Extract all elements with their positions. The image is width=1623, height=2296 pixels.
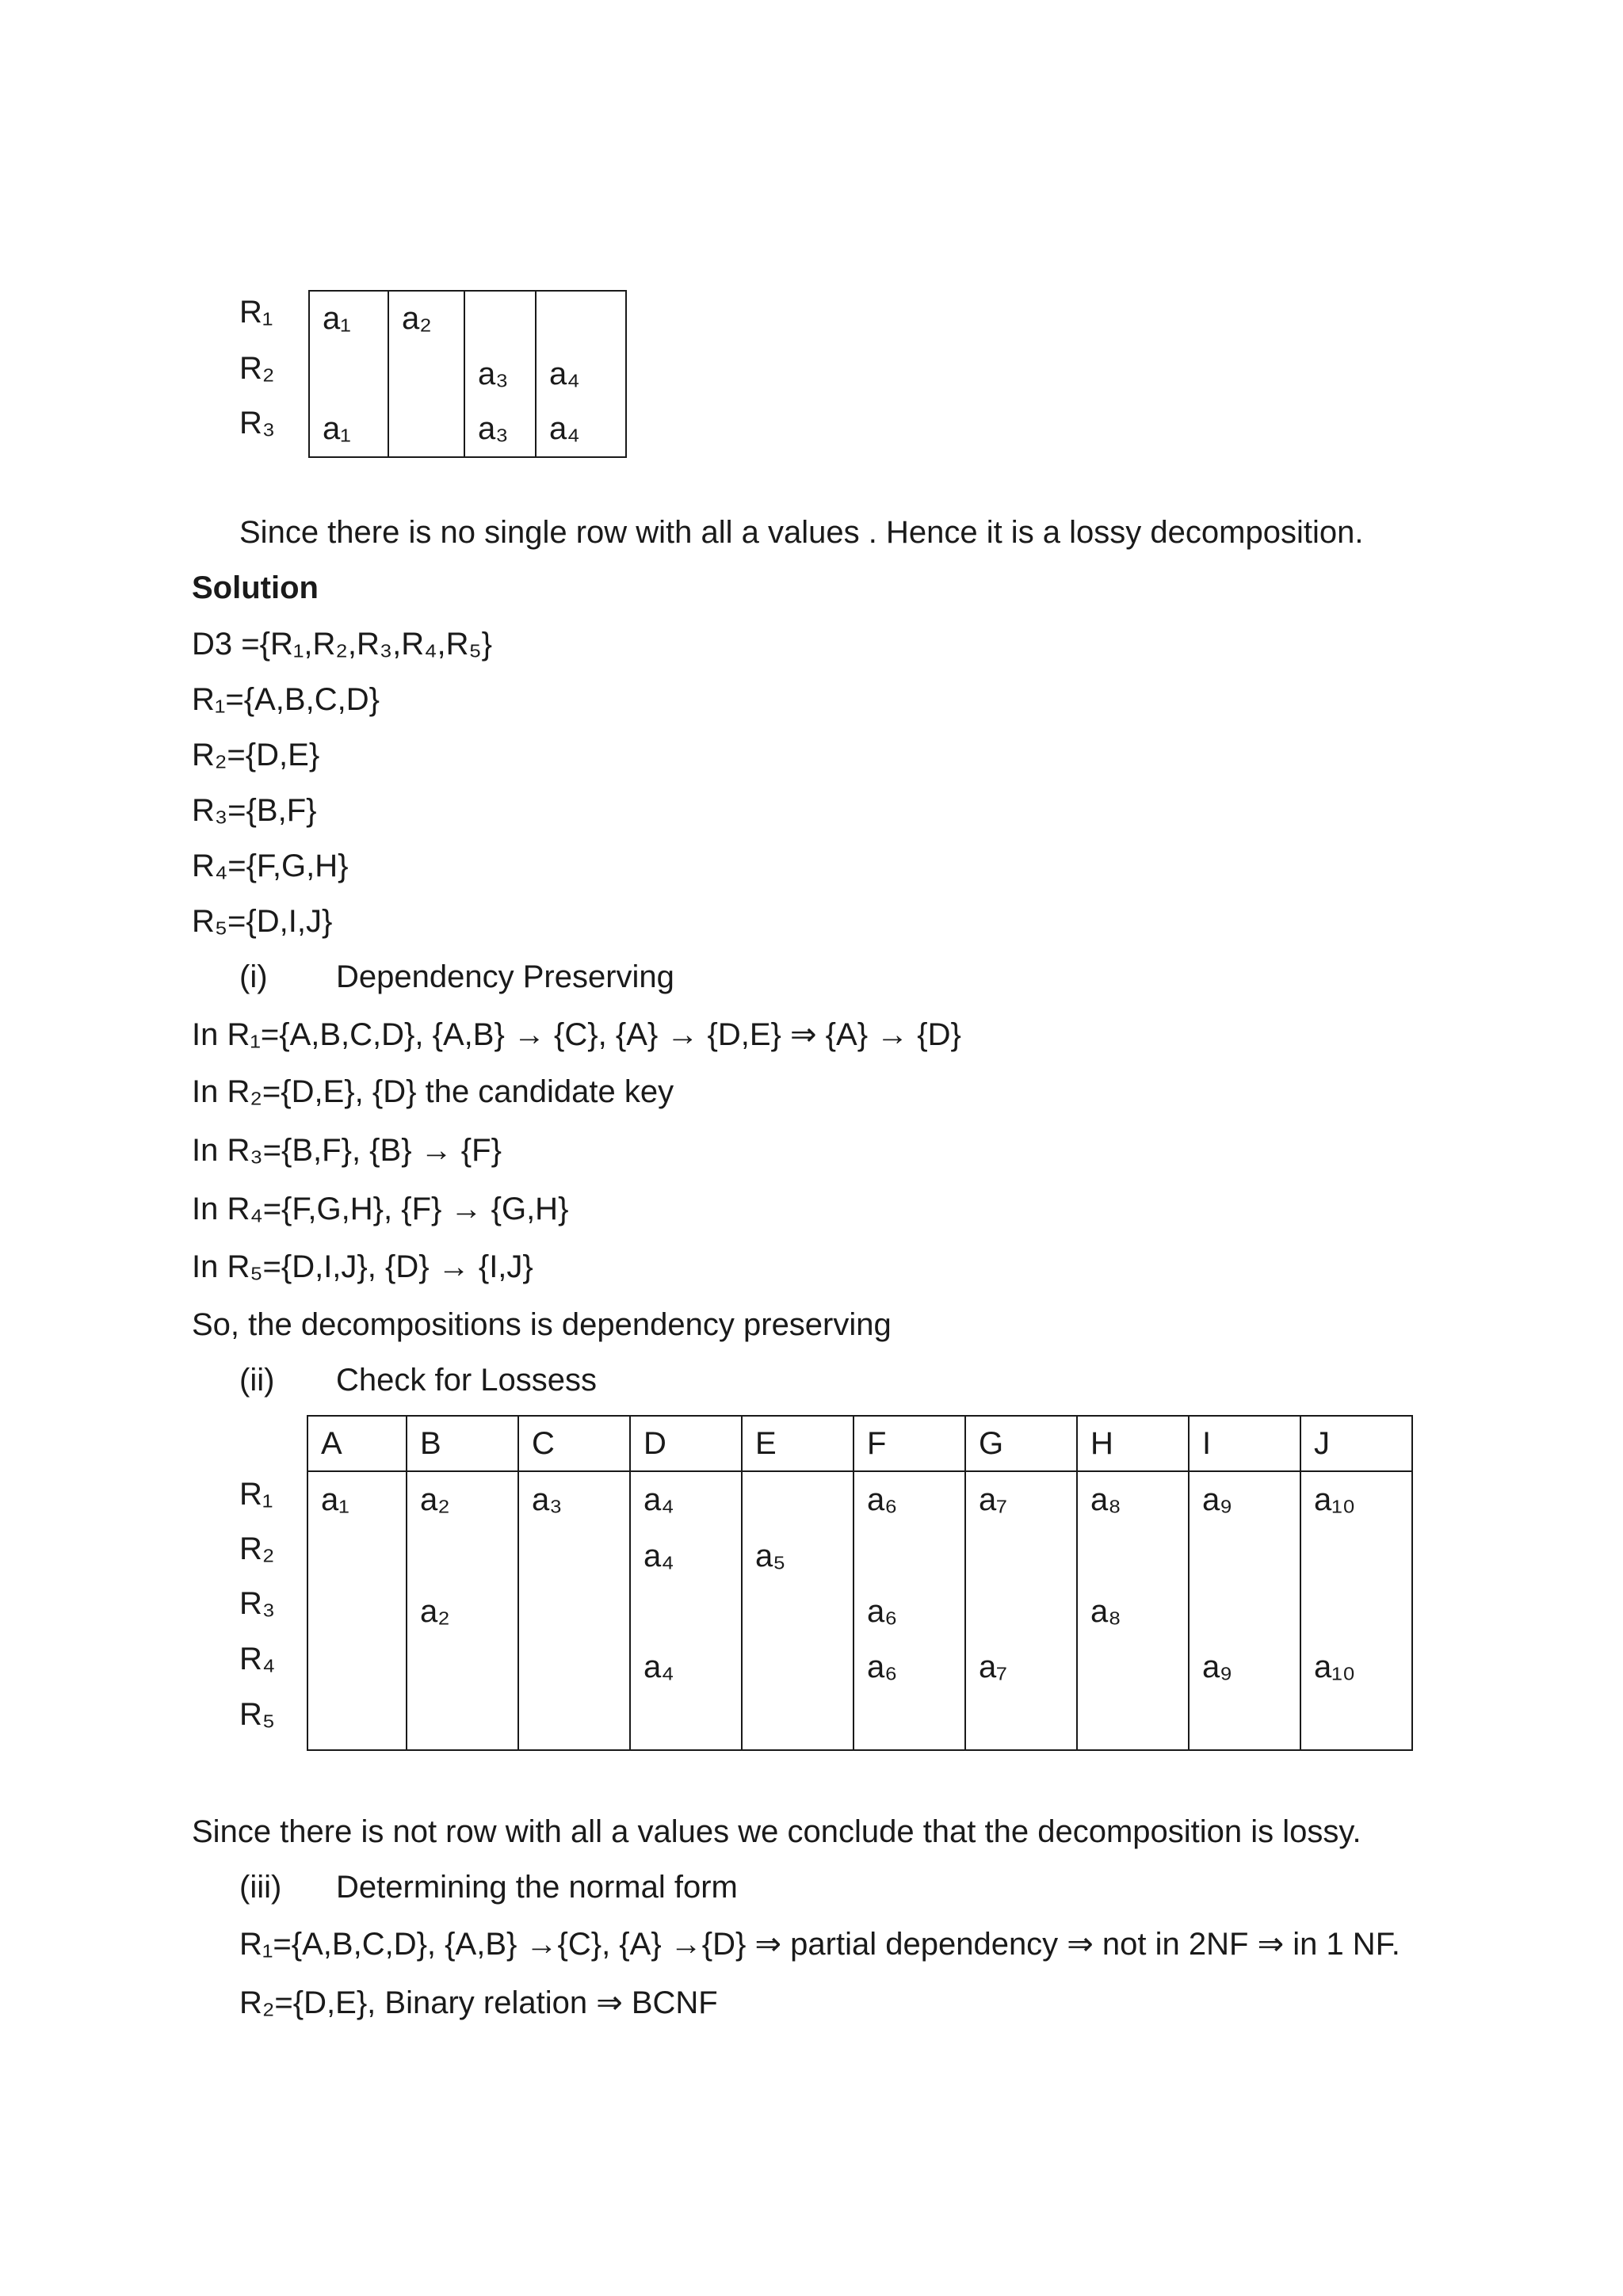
list-text-iii: Determining the normal form [336, 1870, 738, 1905]
line-r2: R₂={D,E} [192, 738, 320, 772]
table-cell: a₃ [464, 346, 536, 402]
line-in-r1: In R₁={A,B,C,D}, {A,B} → {C}, {A} → {D,E} ⇒ {A} → {D} [192, 1017, 961, 1052]
table-row [309, 291, 626, 346]
table-cell [388, 402, 464, 457]
table-cell: a₃ [518, 1471, 630, 1528]
list-text-i: Dependency Preserving [336, 959, 674, 994]
table-row [309, 402, 626, 457]
list-number-i: (i) [239, 959, 268, 994]
table2-row-label: R₃ [239, 1586, 276, 1621]
table-cell [965, 1584, 1077, 1639]
table-cell [742, 1695, 854, 1750]
table-cell [742, 1584, 854, 1639]
table2-row-label: R₁ [239, 1477, 273, 1512]
table-cell: a₄ [630, 1639, 742, 1695]
list-number-iii: (iii) [239, 1870, 282, 1905]
table-cell: a₂ [407, 1584, 518, 1639]
list-text-ii: Check for Lossess [336, 1363, 598, 1398]
table-cell: a₁₀ [1300, 1639, 1412, 1695]
table-cell: a₆ [854, 1639, 965, 1695]
line-nf-r1: R₁={A,B,C,D}, {A,B} →{C}, {A} →{D} ⇒ partial dependency ⇒ not in 2NF ⇒ in 1 NF. [239, 1927, 1400, 1962]
column-header: D [630, 1416, 742, 1471]
table-cell: a₆ [854, 1471, 965, 1528]
column-header: B [407, 1416, 518, 1471]
table-cell [1077, 1639, 1189, 1695]
table-cell [407, 1695, 518, 1750]
table-cell: a₄ [536, 402, 626, 457]
line-r5: R₅={D,I,J} [192, 904, 333, 939]
table-cell [407, 1639, 518, 1695]
line-in-r2: In R₂={D,E}, {D} the candidate key [192, 1074, 674, 1109]
line-r4: R₄={F,G,H} [192, 849, 349, 883]
table-cell [307, 1695, 407, 1750]
table-cell [1300, 1695, 1412, 1750]
table-cell [965, 1528, 1077, 1584]
line-r1: R₁={A,B,C,D} [192, 682, 380, 717]
table-cell [1189, 1528, 1300, 1584]
table2 [307, 1415, 1413, 1751]
table-cell [1077, 1695, 1189, 1750]
table-cell [309, 346, 388, 402]
table-cell: a₉ [1189, 1471, 1300, 1528]
table-cell [742, 1471, 854, 1528]
table-cell: a₁ [307, 1471, 407, 1528]
table1-row-label: R₁ [239, 295, 273, 330]
table-cell [965, 1695, 1077, 1750]
table-cell [388, 346, 464, 402]
table-cell: a₄ [630, 1471, 742, 1528]
table1-row-label: R₃ [239, 406, 276, 441]
table-cell: a₇ [965, 1639, 1077, 1695]
column-header: A [307, 1416, 407, 1471]
table-cell: a₈ [1077, 1584, 1189, 1639]
line-in-r4: In R₄={F,G,H}, {F} → {G,H} [192, 1192, 569, 1226]
column-header: J [1300, 1416, 1412, 1471]
table-cell [536, 291, 626, 346]
table2-row-label: R₅ [239, 1697, 275, 1732]
table-cell: a₆ [854, 1584, 965, 1639]
table-cell [307, 1584, 407, 1639]
table-cell: a₂ [388, 291, 464, 346]
table-row [307, 1528, 1412, 1584]
table2-row-label: R₂ [239, 1531, 275, 1566]
table-row [309, 346, 626, 402]
column-header: F [854, 1416, 965, 1471]
table-cell: a₉ [1189, 1639, 1300, 1695]
table-cell: a₂ [407, 1471, 518, 1528]
table-cell [1300, 1584, 1412, 1639]
column-header: H [1077, 1416, 1189, 1471]
heading-solution: Solution [192, 570, 319, 605]
table-row [307, 1639, 1412, 1695]
table-cell [307, 1528, 407, 1584]
column-header: E [742, 1416, 854, 1471]
line-in-r3: In R₃={B,F}, {B} → {F} [192, 1133, 502, 1168]
table-cell [518, 1639, 630, 1695]
paragraph-lossy-1: Since there is no single row with all a values . Hence it is a lossy decomposition. [239, 515, 1364, 550]
table-cell [1189, 1584, 1300, 1639]
paragraph-lossy-2: Since there is not row with all a values we conclude that the decomposition is lossy. [192, 1814, 1361, 1849]
table1 [308, 290, 627, 458]
table-cell: a₁₀ [1300, 1471, 1412, 1528]
table-cell [307, 1639, 407, 1695]
table-header-row [307, 1416, 1412, 1471]
table-row [307, 1584, 1412, 1639]
column-header: C [518, 1416, 630, 1471]
table-cell: a₅ [742, 1528, 854, 1584]
table2-row-label: R₄ [239, 1642, 276, 1676]
list-number-ii: (ii) [239, 1363, 275, 1398]
table1-row-label: R₂ [239, 351, 275, 386]
table-cell [518, 1528, 630, 1584]
table-cell: a₈ [1077, 1471, 1189, 1528]
table-cell: a₄ [536, 346, 626, 402]
table-cell: a₇ [965, 1471, 1077, 1528]
column-header: G [965, 1416, 1077, 1471]
table-cell [1189, 1695, 1300, 1750]
table-cell [630, 1695, 742, 1750]
table-row [307, 1471, 1412, 1528]
table-cell [407, 1528, 518, 1584]
table-cell: a₄ [630, 1528, 742, 1584]
table-cell: a₁ [309, 402, 388, 457]
table-cell [742, 1639, 854, 1695]
table-cell [518, 1584, 630, 1639]
line-r3: R₃={B,F} [192, 793, 317, 828]
column-header: I [1189, 1416, 1300, 1471]
table-cell [854, 1695, 965, 1750]
table-row [307, 1695, 1412, 1750]
line-d3: D3 ={R₁,R₂,R₃,R₄,R₅} [192, 627, 492, 662]
line-so-dependency: So, the decompositions is dependency preserving [192, 1307, 892, 1342]
table-cell [854, 1528, 965, 1584]
line-in-r5: In R₅={D,I,J}, {D} → {I,J} [192, 1249, 533, 1284]
table-cell [1300, 1528, 1412, 1584]
table-cell [630, 1584, 742, 1639]
table-cell [518, 1695, 630, 1750]
table-cell [464, 291, 536, 346]
line-nf-r2: R₂={D,E}, Binary relation ⇒ BCNF [239, 1985, 718, 2020]
table-cell: a₃ [464, 402, 536, 457]
table-cell: a₁ [309, 291, 388, 346]
table-cell [1077, 1528, 1189, 1584]
